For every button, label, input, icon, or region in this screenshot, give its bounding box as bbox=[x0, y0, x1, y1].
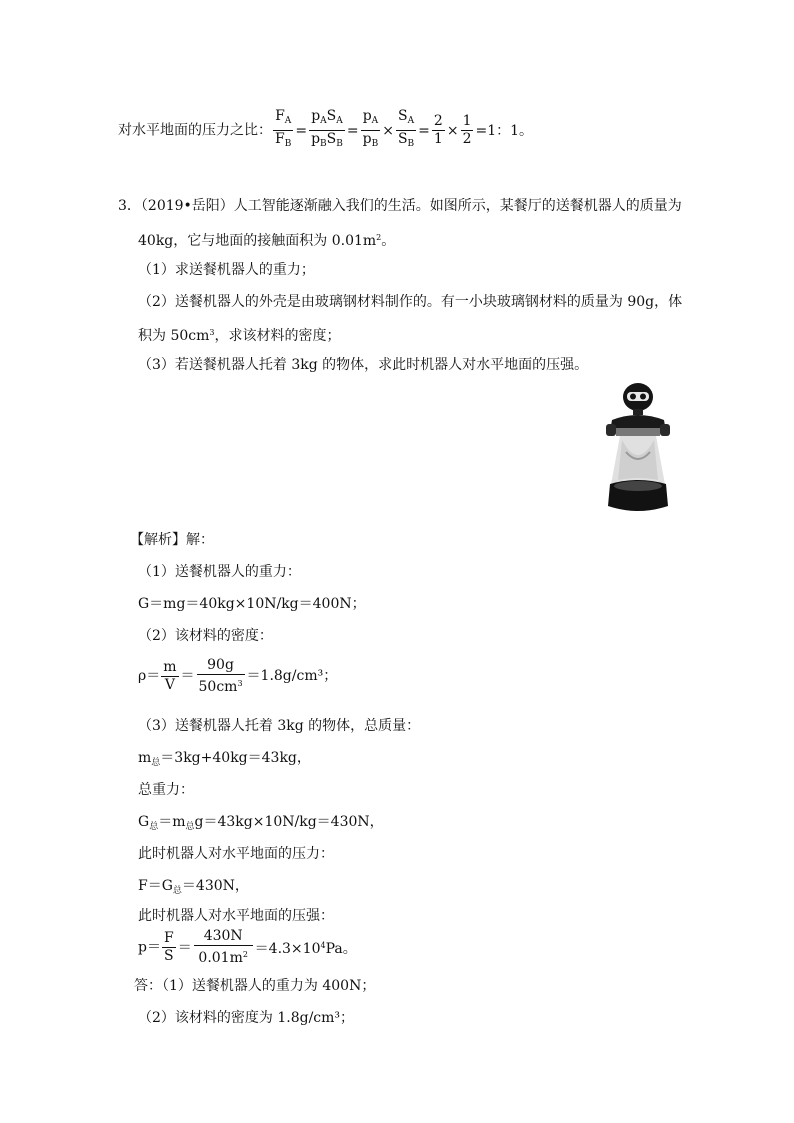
question-1: （1）求送餐机器人的重力； bbox=[138, 262, 315, 278]
formula-prefix: 对水平地面的压力之比： bbox=[118, 122, 272, 139]
pressure-force-equation: $F=G_总=430N$， bbox=[138, 878, 249, 896]
fraction-pa-pb: $\frac{p_A}{p_B}$ bbox=[362, 108, 379, 149]
solution-1-equation: G＝mg＝40kg×10N/kg＝400N； bbox=[138, 596, 366, 612]
fraction-sa-sb: $\frac{S_A}{S_B}$ bbox=[397, 108, 415, 149]
fraction-m-v: $\frac{m}{V}$ bbox=[163, 658, 177, 693]
answer-1: 答：（1）送餐机器人的重力为 400N； bbox=[134, 978, 376, 994]
density-formula: ρ＝ $\frac{m}{V}$ ＝ $\frac{90g}{50cm^3}$ ＝1.8g/cm³； bbox=[138, 656, 338, 695]
question-3: （3）若送餐机器人托着 3kg 的物体，求此时机器人对水平地面的压强。 bbox=[138, 357, 589, 373]
fraction-ps: $\frac{p_AS_A}{p_BS_B}$ bbox=[311, 108, 343, 149]
pressure-force-title: 此时机器人对水平地面的压力： bbox=[138, 846, 334, 862]
solution-2-title: （2）该材料的密度： bbox=[138, 628, 273, 644]
solution-1-title: （1）送餐机器人的重力： bbox=[138, 564, 301, 580]
question-2-line-1: （2）送餐机器人的外壳是由玻璃钢材料制作的。有一小块玻璃钢材料的质量为 90g，体 bbox=[138, 294, 683, 310]
delivery-robot-image bbox=[602, 380, 674, 514]
problem-line-2: 40kg，它与地面的接触面积为 $0.01m^2$。 bbox=[138, 233, 396, 249]
fraction-f-s: $\frac{F}{S}$ bbox=[163, 930, 174, 964]
solution-header: 【解析】解： bbox=[130, 532, 214, 548]
fraction-2-1: $\frac{2}{1}$ bbox=[433, 113, 443, 147]
pressure-title: 此时机器人对水平地面的压强： bbox=[138, 908, 334, 924]
solution-3-title: （3）送餐机器人托着 3kg 的物体，总质量： bbox=[138, 718, 421, 734]
pressure-formula: p＝ $\frac{F}{S}$ ＝ $\frac{430N}{0.01m^2}$ $=4.3\times 10^4Pa$。 bbox=[138, 928, 357, 966]
pressure-ratio-formula: 对水平地面的压力之比： $\frac{F_A}{F_B}$ = $\frac{p_AS_A}{p_BS_B}$ = $\frac{p_A}{p_B}$ × $\frac{S_A}{S_B}$ = $\frac{2}{1}$ × $\frac{1}{2}$ =1：1。 bbox=[118, 108, 534, 153]
total-weight-title: 总重力： bbox=[138, 782, 194, 798]
fraction-430n-001m2: $\frac{430N}{0.01m^2}$ bbox=[194, 928, 253, 967]
total-mass-equation: $m_总=3kg+40kg=43kg$， bbox=[138, 750, 311, 768]
fraction-1-2: $\frac{1}{2}$ bbox=[462, 113, 472, 147]
answer-2: （2）该材料的密度为 1.8g/cm³； bbox=[138, 1010, 355, 1026]
question-2-line-2: 积为 $50cm^3$，求该材料的密度； bbox=[138, 328, 341, 344]
fraction-fa-fb: $\frac{F_A}{F_B}$ bbox=[275, 108, 292, 149]
problem-line-1: 3．（2019•岳阳）人工智能逐渐融入我们的生活。如图所示，某餐厅的送餐机器人的质量为 bbox=[118, 198, 682, 214]
fraction-90g-50cm3: $\frac{90g}{50cm^3}$ bbox=[198, 656, 243, 695]
total-weight-equation: $G_总=m_总g=43kg\times 10N/kg=430N$， bbox=[138, 814, 384, 832]
